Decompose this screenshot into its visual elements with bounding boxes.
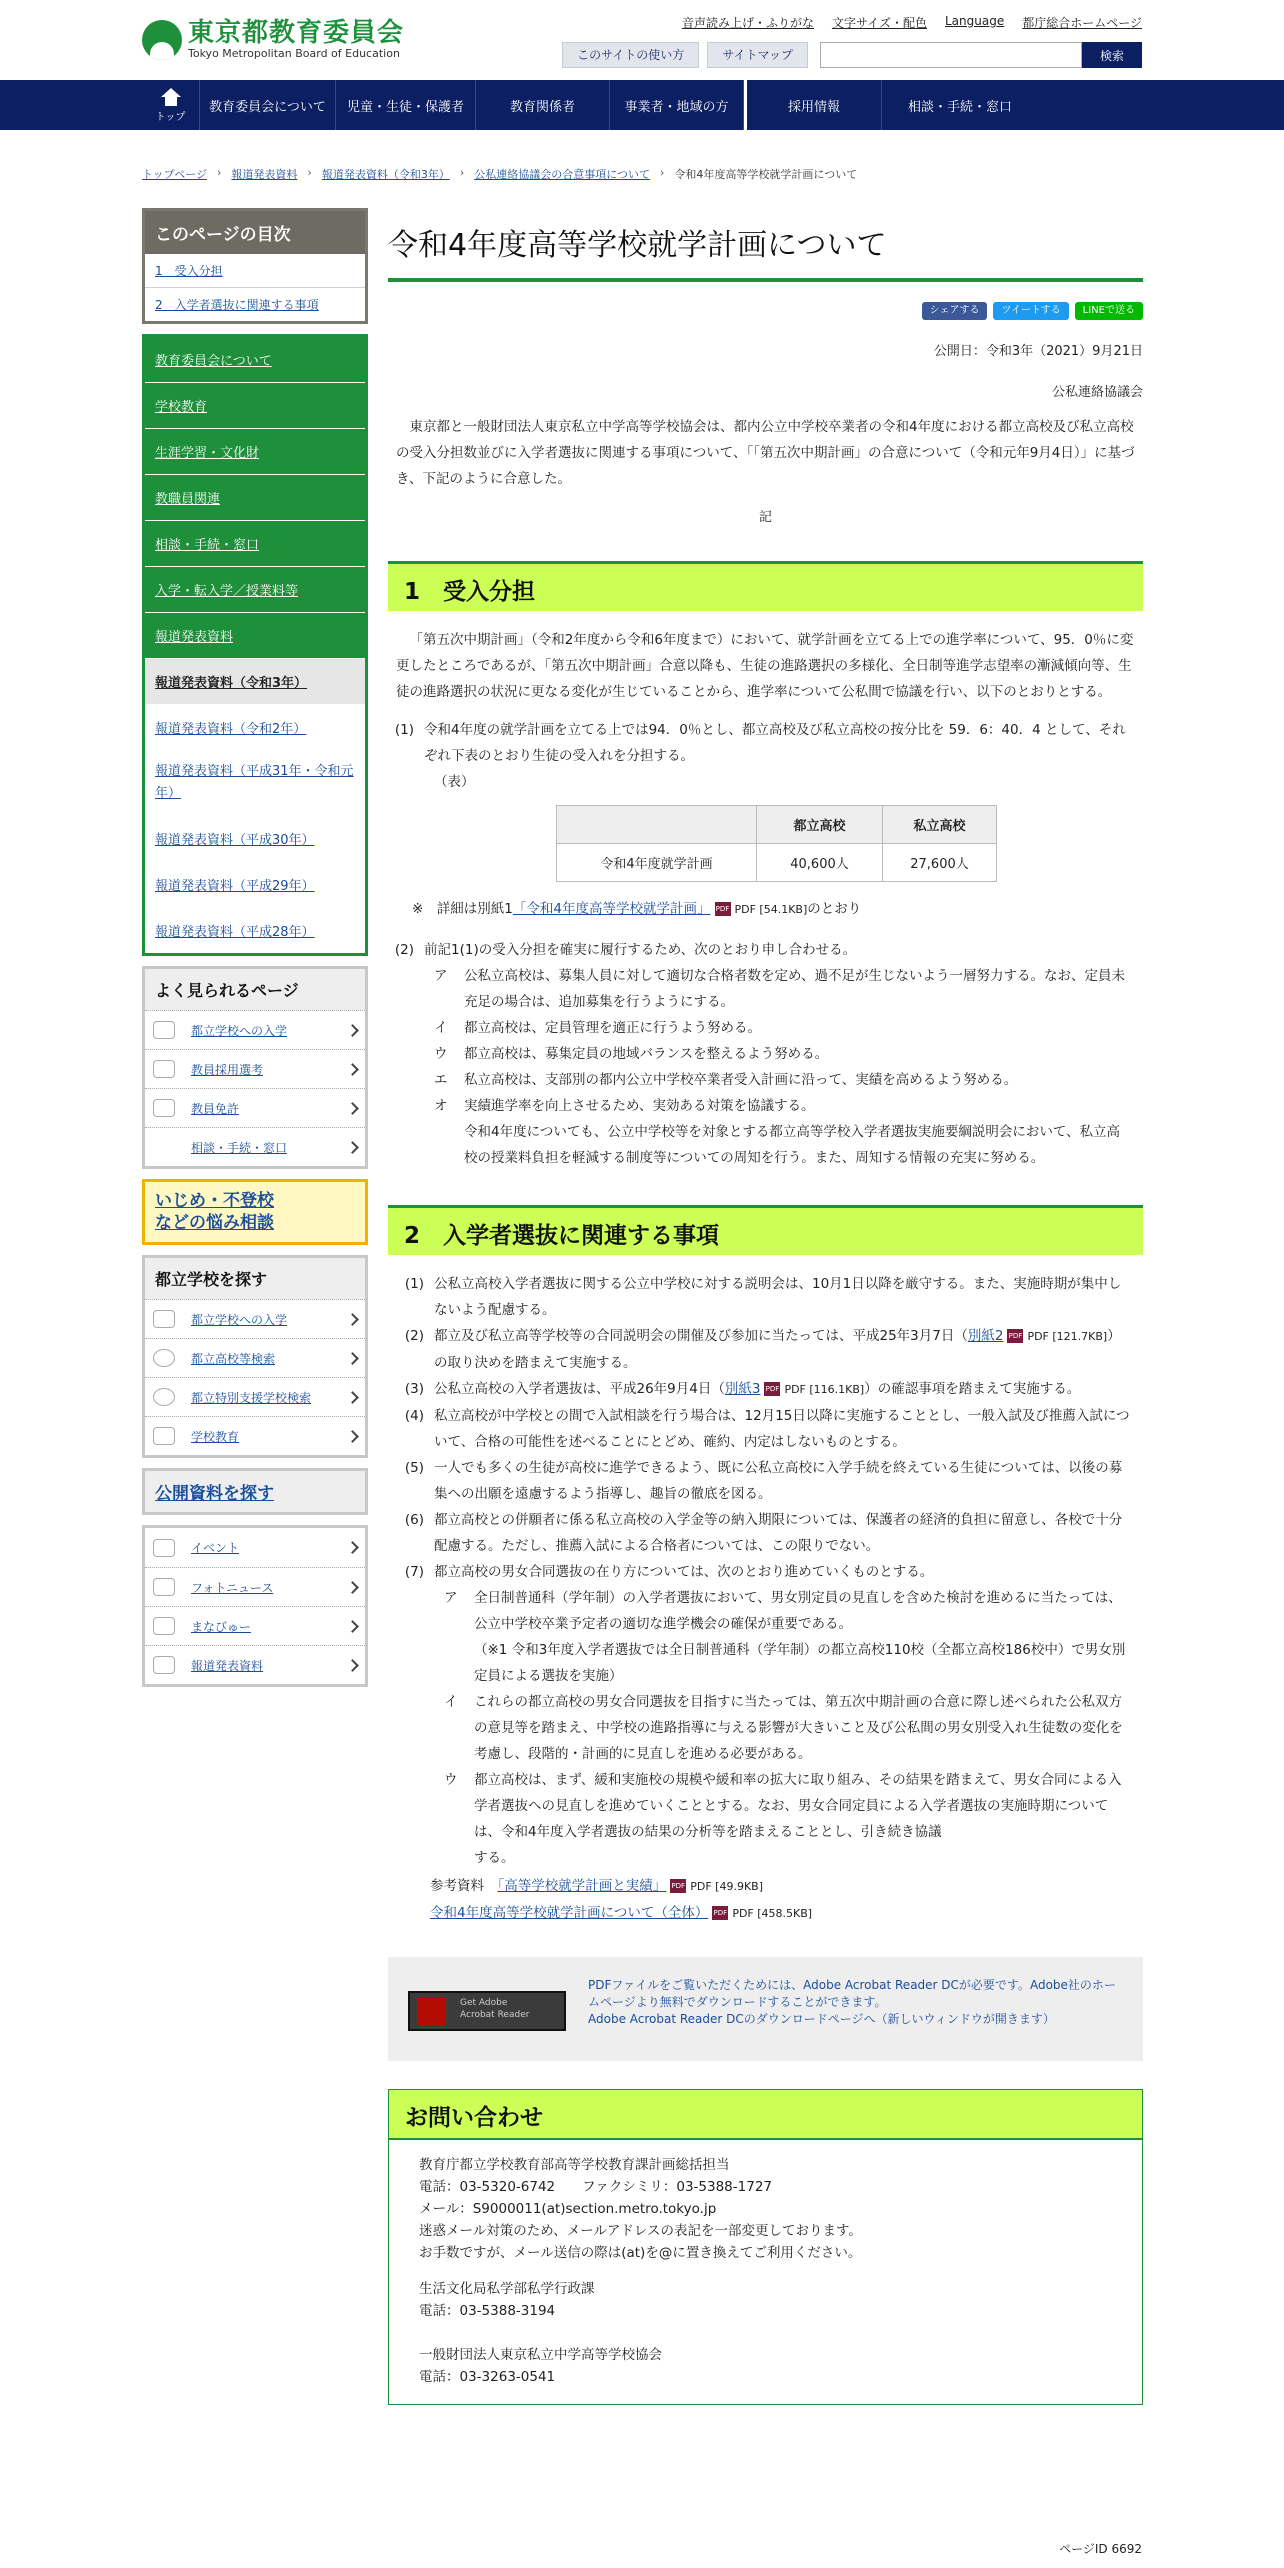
adobe-text-1: PDFファイルをご覧いただくためには、Adobe Acrobat Reader DCが必要です。Adobe社のホームページより無料でダウンロードすることができます。 <box>588 1978 1116 2009</box>
util-link-metro-home[interactable]: 都庁総合ホームページ <box>1022 16 1142 30</box>
sub-item: 都立高校は、定員管理を適正に行うよう努める。 <box>464 1020 761 1036</box>
chevron-right-icon <box>346 1141 359 1154</box>
section2-item: 都立高校との併願者に係る私立高校の入学金等の納入期限については、保護者の経済的負担に留意し、各校で十分配慮する。ただし、推薦入試による合格者については、この限りでない。 <box>434 1512 1123 1554</box>
side-menu-item[interactable]: 生涯学習・文化財 <box>155 446 260 461</box>
side-menu-item[interactable]: 学校教育 <box>155 400 208 415</box>
header-tools <box>562 42 1142 68</box>
school-icon <box>153 1021 175 1039</box>
chevron-right-icon <box>346 1063 359 1076</box>
util-link-voice[interactable]: 音声読み上げ・ふりがな <box>681 16 814 30</box>
toc-title: このページの目次 <box>145 211 365 254</box>
sub-item-note: （※1 令和3年度入学者選抜では全日制普通科（学年制）の都立高校110校（全都立高校186校中）で男女別定員による選抜を実施） <box>474 1642 1126 1684</box>
search-button[interactable]: 検索 <box>1082 42 1142 68</box>
sub-item: 公私立高校は、募集人員に対して適切な合格者数を定め、過不足が生じないよう一層努力する。なお、定員未充足の場合は、追加募集を行うようにする。 <box>464 968 1125 1010</box>
table-header: 都立高校 <box>757 806 883 844</box>
public-item-label[interactable]: イベント <box>191 1541 240 1555</box>
publish-date: 公開日：令和3年（2021）9月21日 <box>933 344 1143 359</box>
pdf-icon: PDF <box>764 1382 780 1396</box>
section1-list-2 <box>388 937 1143 1171</box>
side-menu-item[interactable]: 入学・転入学／授業料等 <box>155 584 299 599</box>
person-icon <box>153 1060 175 1078</box>
pdf-size: PDF [49.9KB] <box>690 1880 764 1893</box>
side-menu-sub-item[interactable]: 報道発表資料（平成30年） <box>155 833 315 848</box>
table-row <box>557 844 997 882</box>
item-number: (2) <box>404 1328 424 1344</box>
side-menu-current[interactable]: 報道発表資料（令和3年） <box>145 659 365 705</box>
breadcrumb-press[interactable]: 報道発表資料 <box>231 168 298 181</box>
sub-item-extra: 令和4年度についても、公立中学校等を対象とする都立高等学校入学者選抜実施要綱説明会において、私立高校の授業料負担を軽減する制度等についての周知を行う。また、周知する情報の充実に努める。 <box>464 1124 1121 1166</box>
section-heading-1: 1 受入分担 <box>388 561 1143 611</box>
side-menu-sub-item[interactable]: 報道発表資料（平成28年） <box>155 925 315 940</box>
page-title: 令和4年度高等学校就学計画について <box>388 226 1143 282</box>
reference-docs <box>388 1873 1143 1927</box>
nav-home-label: トップ <box>155 112 186 123</box>
full-document-link[interactable]: 令和4年度高等学校就学計画について（全体） <box>430 1905 709 1921</box>
appendix3-link[interactable]: 別紙3 <box>724 1381 761 1397</box>
site-header <box>0 0 1284 80</box>
item-number: (7) <box>404 1564 424 1580</box>
chevron-right-icon <box>346 1430 359 1443</box>
chevron-right-icon <box>346 1391 359 1404</box>
school-icon <box>153 1310 175 1328</box>
popular-title: よく見られるページ <box>145 969 365 1010</box>
contact-title: お問い合わせ <box>389 2090 1142 2140</box>
item-number: (5) <box>404 1460 424 1476</box>
chevron-right-icon <box>346 1659 359 1672</box>
popular-item-label[interactable]: 教員採用選考 <box>191 1062 264 1077</box>
item-text: 都立及び私立高等学校等の合同説明会の開催及び参加に当たっては、平成25年3月7日（ <box>434 1328 968 1344</box>
side-menu <box>142 334 368 956</box>
twitter-tweet-button[interactable]: ツイートする <box>993 302 1068 320</box>
note-suffix: のとおり <box>807 901 862 917</box>
item-number: (4) <box>404 1408 424 1424</box>
pdf-size: PDF [121.7KB] <box>1027 1330 1108 1343</box>
adobe-reader-notice <box>388 1957 1143 2061</box>
public-docs-box <box>142 1525 368 1687</box>
intro-paragraph: 東京都と一般財団法人東京私立中学高等学校協会は、都内公立中学校卒業者の令和4年度における都立高校及び私立高校の受入分担数並びに入学者選抜に関連する事項について、「「第五次中期計画」の合意について（令和元年9月4日）」に基づき、下記のように合意した。 <box>396 419 1135 487</box>
magnifier-icon <box>153 1349 175 1367</box>
global-nav <box>0 80 1284 130</box>
detail-note <box>388 896 1143 923</box>
popular-item[interactable] <box>145 1088 365 1127</box>
adobe-reader-badge[interactable]: Get Adobe Acrobat Reader <box>408 1991 566 2031</box>
chevron-right-icon <box>346 1581 359 1594</box>
util-link-language[interactable]: Language <box>945 14 1005 28</box>
utility-links <box>682 14 1142 31</box>
side-menu-item[interactable]: 報道発表資料 <box>155 630 234 645</box>
breadcrumb-separator: › <box>660 166 665 179</box>
breadcrumb-top[interactable]: トップページ <box>142 168 208 181</box>
public-docs-banner[interactable] <box>142 1468 368 1515</box>
contact-body <box>389 2140 1142 2404</box>
sub-marker: エ <box>434 1072 448 1088</box>
sub-item: 都立高校は、募集定員の地域バランスを整えるよう努める。 <box>464 1046 829 1062</box>
nav-item-recruit[interactable]: 採用情報 <box>744 80 882 130</box>
popular-item-label[interactable]: 教員免許 <box>191 1101 240 1116</box>
sub-marker: ア <box>434 968 448 984</box>
item-number: (1) <box>394 722 414 738</box>
reference-label: 参考資料 <box>430 1878 484 1894</box>
public-item[interactable] <box>145 1606 365 1645</box>
table-header <box>557 806 757 844</box>
logo-title-en: Tokyo Metropolitan Board of Education <box>188 47 400 60</box>
popular-item-label[interactable]: 相談・手続・窓口 <box>191 1140 288 1155</box>
table-cell: 27,600人 <box>883 844 997 882</box>
contact-box <box>388 2089 1143 2405</box>
nav-item-consult[interactable]: 相談・手続・窓口 <box>907 99 1012 115</box>
sub-item: 都立高校は、まず、緩和実施校の規模や緩和率の拡大に取り組み、その結果を踏まえて、男女合同による入学者選抜への見直しを進めていくこととする。なお、男女合同定員による入学者選抜の実施時期については、令和4年度入学者選抜の結果の分析等を踏まえることとし、引き続き協議 <box>474 1772 1122 1840</box>
facebook-share-button[interactable]: シェアする <box>922 302 988 320</box>
item-number: (3) <box>404 1381 424 1397</box>
sub-item: 実績進学率を向上させるため、実効ある対策を協議する。 <box>464 1098 815 1114</box>
contact-line: メール：S9000011(at)section.metro.tokyo.jp <box>419 2201 717 2217</box>
home-icon <box>161 88 181 106</box>
reference-link[interactable]: 「高等学校就学計画と実績」 <box>497 1878 667 1894</box>
section1-item1: 令和4年度の就学計画を立てる上では94．0％とし、都立高校及び私立高校の按分比を 59．6：40．4 として、それぞれ下表のとおり生徒の受入れを分担する。 <box>424 722 1126 764</box>
pdf-icon: PDF <box>715 902 731 916</box>
section2-item: 私立高校が中学校との間で入試相談を行う場合は、12月15日以降に実施することとし、一般入試及び推薦入試について、合格の可能性を述べることにとどめ、確約、内定はしないものとする。 <box>434 1408 1130 1450</box>
table-cell: 40,600人 <box>757 844 883 882</box>
license-icon <box>153 1099 175 1117</box>
section2-item <box>434 1323 1133 1376</box>
sitemap-button[interactable]: サイトマップ <box>707 42 808 68</box>
popular-item[interactable] <box>145 1049 365 1088</box>
side-menu-sub-item[interactable]: 報道発表資料（平成29年） <box>155 879 315 894</box>
public-item-label[interactable]: まなびゅー <box>191 1619 252 1634</box>
breadcrumb-separator: › <box>459 166 465 179</box>
chevron-right-icon <box>346 1102 359 1115</box>
chevron-right-icon <box>346 1352 359 1365</box>
table-cell: 令和4年度就学計画 <box>557 844 757 882</box>
section1-list <box>388 717 1143 795</box>
find-item[interactable] <box>145 1338 365 1377</box>
public-item[interactable] <box>145 1567 365 1606</box>
popular-pages-box <box>142 966 368 1169</box>
sub-marker: ア <box>444 1590 458 1606</box>
item-text-after: ）の取り決めを踏まえて実施する。 <box>434 1328 1121 1371</box>
public-item-label[interactable]: フォトニュース <box>191 1580 274 1595</box>
glasses-icon <box>153 1617 175 1635</box>
side-menu-sub-item[interactable]: 報道発表資料（令和2年） <box>155 722 307 737</box>
magnifier-icon <box>153 1388 175 1406</box>
find-school-box <box>142 1255 368 1458</box>
item-number: (2) <box>394 942 414 958</box>
chevron-right-icon <box>346 1313 359 1326</box>
section1-item2: 前記1(1)の受入分担を確実に履行するため、次のとおり申し合わせる。 <box>424 942 857 958</box>
adobe-download-link[interactable]: Adobe Acrobat Reader DCのダウンロードページへ（新しいウィンドウが開きます） <box>588 2012 1055 2026</box>
pdf-size: PDF [458.5KB] <box>732 1907 813 1920</box>
side-menu-item[interactable]: 教職員関連 <box>155 492 221 507</box>
chevron-right-icon <box>346 1024 359 1037</box>
public-item[interactable] <box>145 1528 365 1567</box>
pdf-size: PDF [54.1KB] <box>734 903 808 916</box>
item-number: (1) <box>404 1276 424 1292</box>
line-send-button[interactable]: LINEで送る <box>1075 302 1143 320</box>
sub-item: 全日制普通科（学年制）の入学者選抜において、男女別定員の見直しを含めた検討を進めるに当たっては、公立中学校卒業予定者の適切な進学機会の確保が重要である。 <box>474 1590 1122 1632</box>
bullying-consult-link[interactable]: いじめ・不登校 などの悩み相談 <box>155 1191 274 1233</box>
sub-marker: ウ <box>434 1046 448 1062</box>
item-number: (6) <box>404 1512 424 1528</box>
breadcrumb-press-r3[interactable]: 報道発表資料（令和3年） <box>321 168 450 181</box>
bullying-consult-banner[interactable] <box>142 1179 368 1245</box>
appendix1-link[interactable]: 「令和4年度高等学校就学計画」 <box>512 901 711 917</box>
popular-item-label[interactable]: 都立学校への入学 <box>191 1023 288 1038</box>
sub-item: 私立高校は、支部別の都内公立中学校卒業者受入計画に沿って、実績を高めるよう努める。 <box>464 1072 1018 1088</box>
sub-marker: オ <box>434 1098 448 1114</box>
note-prefix: ※ 詳細は別紙1 <box>412 901 513 917</box>
table-label: （表） <box>434 774 475 790</box>
breadcrumb-separator: › <box>307 166 312 179</box>
toc-box <box>142 208 368 324</box>
public-item-label[interactable]: 報道発表資料 <box>191 1658 264 1673</box>
page-id: ページID 6692 <box>1059 2542 1142 2556</box>
find-item[interactable] <box>145 1377 365 1416</box>
popular-item[interactable] <box>145 1010 365 1049</box>
contact-line: 生活文化局私学部私学行政課 <box>419 2281 595 2297</box>
ki-mark: 記 <box>758 510 772 525</box>
breadcrumb-separator: › <box>217 166 222 179</box>
section2-item: 都立高校の男女合同選抜の在り方については、次のとおり進めていくものとする。 <box>434 1564 934 1580</box>
popular-item[interactable] <box>145 1127 365 1166</box>
pdf-icon: PDF <box>1007 1329 1023 1343</box>
search-form <box>820 42 1142 68</box>
site-logo[interactable] <box>142 16 404 64</box>
allocation-table <box>556 805 997 882</box>
contact-line: 電話：03-3263-0541 <box>419 2369 556 2385</box>
find-school-title: 都立学校を探す <box>145 1258 365 1299</box>
pdf-size: PDF [116.1KB] <box>784 1383 865 1396</box>
contact-line: 教育庁都立学校教育部高等学校教育課計画総括担当 <box>419 2157 730 2173</box>
sub-marker: イ <box>434 1020 448 1036</box>
megaphone-icon <box>153 1656 175 1674</box>
nav-home[interactable] <box>142 80 200 130</box>
find-item[interactable] <box>145 1299 365 1338</box>
contact-line: 電話：03-5320-6742 ファクシミリ：03-5388-1727 <box>419 2179 772 2195</box>
find-item-label[interactable]: 都立高校等検索 <box>191 1351 276 1366</box>
contact-line: 一般財団法人東京私立中学高等学校協会 <box>419 2347 662 2363</box>
find-item-label[interactable]: 学校教育 <box>191 1429 240 1444</box>
contact-line: 電話：03-5388-3194 <box>419 2303 556 2319</box>
breadcrumb <box>142 166 857 182</box>
section2-item: 公私立高校入学者選抜に関する公立中学校に対する説明会は、10月1日以降を厳守する。また、実施時期が集中しないよう配慮する。 <box>434 1276 1122 1318</box>
pdf-icon: PDF <box>712 1906 728 1920</box>
social-buttons <box>388 302 1143 320</box>
nav-item-business[interactable]: 事業者・地域の方 <box>610 80 744 130</box>
find-item-label[interactable]: 都立学校への入学 <box>191 1312 288 1327</box>
contact-line: 迷惑メール対策のため、メールアドレスの表記を一部変更しております。 <box>419 2223 862 2239</box>
issuing-org: 公私連絡協議会 <box>1051 385 1143 400</box>
section-heading-2: 2 入学者選抜に関連する事項 <box>388 1205 1143 1255</box>
sub-item: これらの都立高校の男女合同選抜を目指すに当たっては、第五次中期計画の合意に際し述べられた公私双方の意見等を踏まえ、中学校の進路指導に与える影響が大きいこと及び公私間の男女別受入れ生徒数の変化を考慮し、段階的・計画的に見直しを進める必要がある。 <box>474 1694 1123 1762</box>
sub-item-end: する。 <box>474 1850 515 1866</box>
sidebar <box>142 208 368 1697</box>
nav-item-board[interactable]: 教育委員会について <box>200 80 336 130</box>
logo-title-ja: 東京都教育委員会 <box>188 18 405 48</box>
nav-item-students[interactable]: 児童・生徒・保護者 <box>336 80 476 130</box>
chevron-right-icon <box>346 1541 359 1554</box>
toc-item-2[interactable]: 2 入学者選抜に関連する事項 <box>155 298 319 312</box>
appendix2-link[interactable]: 別紙2 <box>967 1328 1004 1344</box>
side-menu-sub-item[interactable]: 報道発表資料（平成31年・令和元年） <box>155 764 354 801</box>
toc-item-1[interactable]: 1 受入分担 <box>155 264 223 278</box>
search-input[interactable] <box>820 42 1082 68</box>
table-header: 私立高校 <box>883 806 997 844</box>
item-text-after: ）の確認事項を踏まえて実施する。 <box>864 1381 1081 1397</box>
side-menu-item[interactable]: 教育委員会について <box>155 354 272 369</box>
find-item-label[interactable]: 都立特別支援学校検索 <box>191 1390 312 1405</box>
item-text: 公私立高校の入学者選抜は、平成26年9月4日（ <box>434 1381 725 1397</box>
public-docs-link[interactable]: 公開資料を探す <box>155 1484 274 1504</box>
find-item[interactable] <box>145 1416 365 1455</box>
side-menu-item[interactable]: 相談・手続・窓口 <box>155 538 260 553</box>
breadcrumb-agreement[interactable]: 公私連絡協議会の合意事項について <box>474 168 651 181</box>
public-item[interactable] <box>145 1645 365 1684</box>
contact-line: お手数ですが、メール送信の際は(at)を@に置き換えてご利用ください。 <box>419 2245 862 2261</box>
adobe-notice-text <box>588 1977 1127 2028</box>
section1-paragraph: 「第五次中期計画」（令和2年度から令和6年度まで）において、就学計画を立てる上での進学率について、95．0％に変更したところであるが、「第五次中期計画」合意以降も、生徒の進路選択の多様化、全日制等進学志望率の漸減傾向等、生徒の進路選択の状況に更なる変化が生じていることから、進学率について公私間で協議を行い、以下のとおりとする。 <box>396 632 1134 700</box>
nav-item-educators[interactable]: 教育関係者 <box>476 80 610 130</box>
site-usage-button[interactable]: このサイトの使い方 <box>562 42 699 68</box>
util-link-fontsize[interactable]: 文字サイズ・配色 <box>831 16 927 30</box>
chevron-right-icon <box>346 1620 359 1633</box>
breadcrumb-current: 令和4年度高等学校就学計画について <box>674 168 858 181</box>
camera-icon <box>153 1578 175 1596</box>
pdf-icon: PDF <box>670 1879 686 1893</box>
section2-item <box>434 1376 1133 1403</box>
main-content <box>388 226 1143 2405</box>
sub-marker: イ <box>444 1694 458 1710</box>
sub-marker: ウ <box>444 1772 458 1788</box>
building-icon <box>153 1427 175 1445</box>
section2-list <box>388 1271 1143 1871</box>
section2-item: 一人でも多くの生徒が高校に進学できるよう、既に公私立高校に入学手続を終えている生徒については、以後の募集への出願を遠慮するよう指導し、趣旨の徹底を図る。 <box>434 1460 1123 1502</box>
ginkgo-logo-icon <box>142 20 182 60</box>
flag-icon <box>153 1539 175 1557</box>
